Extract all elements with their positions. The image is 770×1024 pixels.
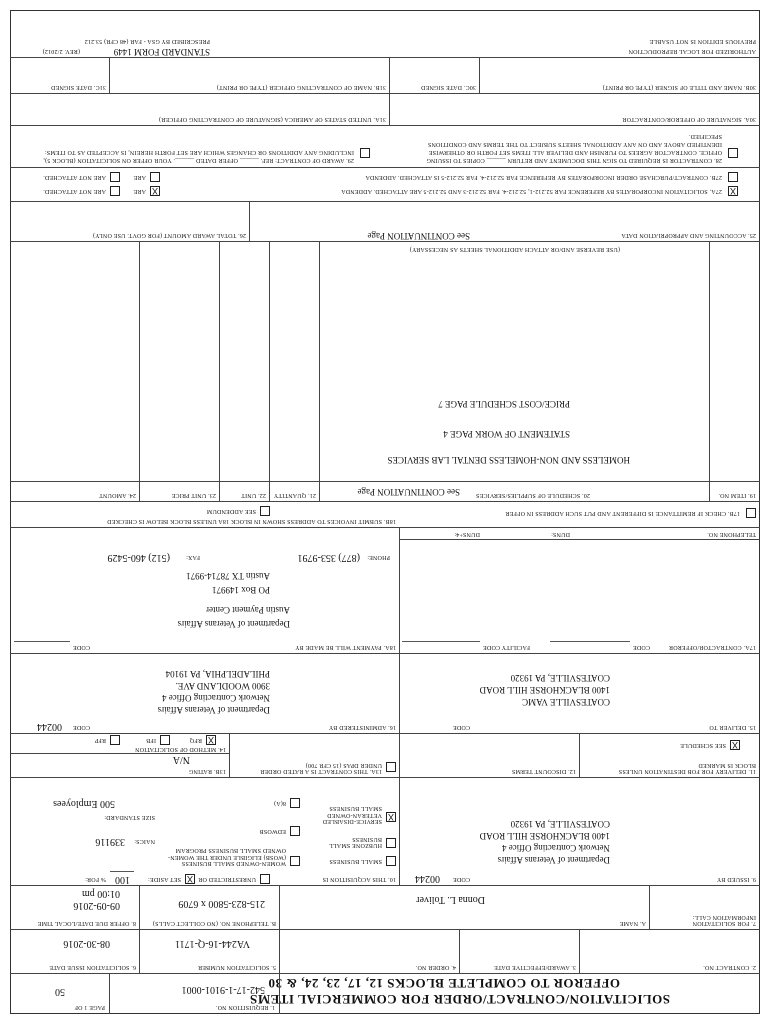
contract-no-label: 2. CONTRACT NO. xyxy=(703,964,756,970)
small-business-checkbox[interactable] xyxy=(386,856,396,866)
wosb-checkbox[interactable] xyxy=(290,856,300,866)
hubzone-label: HUBZONE SMALL BUSINESS xyxy=(329,835,382,848)
name-label: A. NAME xyxy=(619,920,646,926)
pct-for-label: % FOR: xyxy=(84,876,106,882)
contractor-label: 17A. CONTRACTOR/OFFEROR xyxy=(668,644,756,650)
duns4-label: DUNS+4: xyxy=(454,531,480,537)
issued-address-2: Network Contracting Office 4 xyxy=(501,843,610,853)
discount-label: 12. DISCOUNT TERMS xyxy=(511,768,576,774)
27b-not-attached-label: ARE NOT ATTACHED. xyxy=(43,174,106,180)
unit-header: 22. UNIT xyxy=(241,492,266,498)
page-total: 50 xyxy=(55,986,65,997)
info-call-label: 7. FOR SOLICITATION INFORMATION CALL: xyxy=(692,913,756,926)
form-title: SOLICITATION/CONTRACT/ORDER FOR COMMERCIAL ITEMS xyxy=(249,992,670,1007)
invoice-label: 18B. SUBMIT INVOICES TO ADDRESS SHOWN IN BLOCK 18A UNLESS BLOCK BELOW IS CHECKED xyxy=(107,518,396,524)
facility-code-label: FACILITY CODE xyxy=(482,644,530,650)
27b-not-attached-checkbox[interactable] xyxy=(110,172,120,182)
footer-previous-edition: PREVIOUS EDITION IS NOT USABLE xyxy=(649,38,756,44)
set-aside-pct: 100 xyxy=(115,874,130,885)
acquisition-label: 10. THIS ACQUISITION IS xyxy=(322,876,396,882)
payment-address-2: Austin Payment Center xyxy=(206,605,290,615)
eight-a-label: 8(A) xyxy=(273,800,286,806)
rfq-label: RFQ xyxy=(189,737,202,743)
quantity-header: 21. QUANTITY xyxy=(273,492,316,498)
rating-value: N/A xyxy=(172,754,190,765)
clause-27b-label: 27B. CONTRACT/PURCHASE ORDER INCORPORATES BY REFERENCE FAR 52.212-4. FAR 52.212-5 IS ATTACHED. ADDENDA xyxy=(365,174,722,180)
duns-label: DUNS: xyxy=(550,531,570,537)
telephone-label: TELEPHONE NO. xyxy=(707,531,756,537)
issued-code-value: 00244 xyxy=(415,873,440,884)
phone-value: 215-823-5800 x 6709 xyxy=(178,898,265,909)
edwosb-checkbox[interactable] xyxy=(290,826,300,836)
rated-order-checkbox[interactable] xyxy=(386,762,396,772)
unit-price-header: 23. UNIT PRICE xyxy=(171,492,216,498)
rating-label: 13B. RATING xyxy=(188,768,226,774)
issued-address-4: COATESVILLE, PA 19320 xyxy=(510,819,610,829)
payment-fax-label: FAX: xyxy=(185,554,200,560)
naics-value: 339116 xyxy=(95,836,125,847)
admin-code-label: CODE xyxy=(72,724,90,730)
schedule-line-2: STATEMENT OF WORK PAGE 4 xyxy=(443,429,570,439)
see-schedule-checkbox[interactable]: X xyxy=(732,740,739,750)
size-standard-label: SIZE STANDARD: xyxy=(104,814,155,820)
payment-phone-label: PHONE: xyxy=(367,554,390,560)
unrestricted-checkbox[interactable] xyxy=(260,874,270,884)
deliver-code-label: CODE xyxy=(452,724,470,730)
deliver-address-2: 1400 BLACKHORSE HILL ROAD xyxy=(479,685,610,695)
co-date-label: 31C. DATE SIGNED xyxy=(50,84,106,90)
award-checkbox[interactable] xyxy=(360,148,370,158)
set-aside-checkbox[interactable]: X xyxy=(187,874,194,884)
order-no-label: 4. ORDER NO. xyxy=(415,964,456,970)
co-signature-label: 31A. UNITED STATES OF AMERICA (SIGNATURE OF CONTRACTING OFFICER) xyxy=(158,116,386,122)
due-date-value: 09-09-2016 xyxy=(73,900,120,911)
payment-phone-value: (877) 353-9791 xyxy=(297,552,360,563)
set-aside-label: SET ASIDE: xyxy=(147,876,181,882)
phone-label: B. TELEPHONE NO. (NO COLLECT CALLS) xyxy=(152,920,276,926)
clause-27a-label: 27A. SOLICITATION INCORPORATES BY REFERENCE FAR 52.212-1, 52.212-4. FAR 52.212-3 AND 52.212-5 ARE ATTACHED. ADDENDA xyxy=(341,188,722,194)
payment-address-3: PO Box 149971 xyxy=(211,585,270,595)
amount-header: 24. AMOUNT xyxy=(98,492,136,498)
item-no-header: 19. ITEM NO. xyxy=(718,492,756,498)
admin-address-2: Network Contracting Office 4 xyxy=(161,693,270,703)
wosb-label: WOMEN-OWNED SMALL BUSINESS (WOSB) ELIGIBLE UNDER THE WOMEN-OWNED SMALL BUSINESS PROGRAM xyxy=(167,847,286,866)
rfp-checkbox[interactable] xyxy=(110,735,120,745)
ifb-label: IFB xyxy=(146,737,156,743)
sdvosb-checkbox[interactable]: X xyxy=(388,812,395,822)
clause-28-text: 28. CONTRACTOR IS REQUIRED TO SIGN THIS DOCUMENT AND RETURN ______ COPIES TO ISSUING OFFICE. CONTRACTOR AGREES TO FURNISH AND DELIVER ALL ITEMS SET FORTH OR OTHERWISE IDENTIFIED ABOVE AND ON ANY ADDITIONAL SHEETS SUBJECT TO THE TERMS AND CONDITIONS SPECIFIED. xyxy=(426,132,722,163)
issued-address-1: Department of Veterans Affairs xyxy=(497,855,610,865)
schedule-line-1: HOMELESS AND NON-HOMELESS DENTAL LAB SERVICES xyxy=(387,455,630,465)
admin-address-1: Department of Veterans Affairs xyxy=(157,705,270,715)
offeror-signature-label: 30A. SIGNATURE OF OFFEROR/CONTRACTOR xyxy=(622,116,756,122)
addenda-27b-checkbox[interactable] xyxy=(728,172,738,182)
page-label: PAGE 1 OF xyxy=(74,1004,105,1010)
rated-order-label: 13A. THIS CONTRACT IS A RATED ORDER UNDER DPAS (15 CFR 700) xyxy=(260,761,382,774)
award-date-label: 3. AWARD/EFFECTIVE DATE xyxy=(494,964,576,970)
small-business-label: SMALL BUSINESS xyxy=(329,858,382,864)
27a-are-checkbox[interactable]: X xyxy=(152,186,159,196)
edwosb-label: EDWOSB xyxy=(259,828,286,834)
deliver-to-label: 15. DELIVER TO xyxy=(709,724,756,730)
deliver-address-1: COATESVILLE VAMC xyxy=(522,697,610,707)
payment-label: 18A. PAYMENT WILL BE MADE BY xyxy=(294,644,396,650)
accounting-see-continuation: See CONTINUATION Page xyxy=(367,231,470,241)
supplies-header: 20. SCHEDULE OF SUPPLIES/SERVICES xyxy=(475,492,590,498)
accounting-label: 25. ACCOUNTING AND APPROPRIATION DATA xyxy=(621,232,756,238)
payment-fax-value: (512) 460-5429 xyxy=(107,552,170,563)
solicitation-no-label: 5. SOLICITATION NUMBER xyxy=(197,964,276,970)
issued-code-label: CODE xyxy=(452,876,470,882)
see-addendum-label: SEE ADDENDUM xyxy=(206,508,256,514)
contractor-sign-checkbox[interactable] xyxy=(728,148,738,158)
see-schedule-label: SEE SCHEDULE xyxy=(680,742,726,748)
req-no-label: 1. REQUISITION NO. xyxy=(215,1004,275,1010)
issued-by-label: 9. ISSUED BY xyxy=(716,876,756,882)
issue-date-value: 08-30-2016 xyxy=(63,938,110,949)
form-subtitle: OFFEROR TO COMPLETE BLOCKS 12, 17, 23, 24, & 30 xyxy=(267,976,620,991)
deliver-address-3: COATESVILLE, PA 19320 xyxy=(510,673,610,683)
admin-address-3: 3900 WOODLAND AVE. xyxy=(175,681,270,691)
ifb-checkbox[interactable] xyxy=(160,735,170,745)
payment-code-label: CODE xyxy=(72,644,90,650)
req-no-value: 542-17-1-9101-0001 xyxy=(181,984,265,995)
total-award-label: 26. TOTAL AWARD AMOUNT (FOR GOVT. USE ONLY) xyxy=(92,232,246,238)
contact-name: Donna L. Toliver xyxy=(416,894,485,905)
footer-reproduction: AUTHORIZED FOR LOCAL REPRODUCTION xyxy=(628,48,756,54)
remittance-checkbox[interactable] xyxy=(746,508,756,518)
see-addendum-checkbox[interactable] xyxy=(260,506,270,516)
sdvosb-label: SERVICE-DISABLED VETERAN-OWNED SMALL BUSINESS xyxy=(322,805,382,824)
rfp-label: RFP xyxy=(94,737,106,743)
27b-are-label: ARE xyxy=(133,174,146,180)
naics-label: NAICS: xyxy=(134,838,155,844)
footer-revision: (REV. 2/2012) xyxy=(42,48,80,54)
27a-are-label: ARE xyxy=(133,188,146,194)
admin-address-4: PHILADELPHIA, PA 19104 xyxy=(165,669,270,679)
issue-date-label: 6. SOLICITATION ISSUE DATE xyxy=(49,964,136,970)
reverse-note: (USE REVERSE AND/OR ATTACH ADDITIONAL SHEETS AS NECESSARY) xyxy=(409,246,620,252)
schedule-see-continuation: See CONTINUATION Page xyxy=(357,487,460,497)
clause-29-text: 29. AWARD OF CONTRACT: REF. ______ OFFER DATED ______. YOUR OFFER ON SOLICITATION (BLOCK 5), INCLUDING ANY ADDITIONS OR CHANGES WHICH ARE SET FORTH HEREIN, IS ACCEPTED AS TO ITEMS: xyxy=(43,148,354,163)
solicitation-no-value: VA244-16-Q-1711 xyxy=(175,938,250,949)
rfq-checkbox[interactable]: X xyxy=(208,735,215,745)
administered-by-label: 16. ADMINISTERED BY xyxy=(328,724,396,730)
schedule-line-3: PRICE/COST SCHEDULE PAGE 7 xyxy=(438,399,570,409)
delivery-label: 11. DELIVERY FOR FOB DESTINATION UNLESS BLOCK IS MARKED xyxy=(618,761,756,774)
addenda-27a-checkbox[interactable]: X xyxy=(730,186,737,196)
admin-code-value: 00244 xyxy=(37,721,62,732)
signer-name-label: 30B. NAME AND TITLE OF SIGNER (TYPE OR PRINT) xyxy=(602,84,756,90)
remittance-label: 17B. CHECK IF REMITTANCE IS DIFFERENT AND PUT SUCH ADDRESS IN OFFER xyxy=(505,510,740,516)
issued-address-3: 1400 BLACKHORSE HILL ROAD xyxy=(479,831,610,841)
payment-address-4: Austin TX 78714-9971 xyxy=(186,571,270,581)
27b-are-checkbox[interactable] xyxy=(150,172,160,182)
hubzone-checkbox[interactable] xyxy=(386,838,396,848)
offeror-date-label: 30C. DATE SIGNED xyxy=(420,84,476,90)
footer-standard-form: STANDARD FORM 1449 xyxy=(113,47,210,57)
footer-prescribed: PRESCRIBED BY GSA - FAR (48 CFR) 53.212 xyxy=(84,38,210,44)
27a-not-attached-checkbox[interactable] xyxy=(110,186,120,196)
contractor-code-label: CODE xyxy=(632,644,650,650)
unrestricted-label: UNRESTRICTED OR xyxy=(198,876,256,882)
payment-address-1: Department of Veterans Affairs xyxy=(177,619,290,629)
eight-a-checkbox[interactable] xyxy=(290,798,300,808)
method-label: 14. METHOD OF SOLICITATION xyxy=(134,746,226,752)
due-time-value: 01:00 pm xyxy=(81,888,120,899)
size-standard-value: 500 Employees xyxy=(53,798,115,809)
27a-not-attached-label: ARE NOT ATTACHED. xyxy=(43,188,106,194)
due-date-label: 8. OFFER DUE DATE/LOCAL TIME xyxy=(37,920,136,926)
co-name-label: 31B. NAME OF CONTRACTING OFFICER (TYPE OR PRINT) xyxy=(216,84,386,90)
